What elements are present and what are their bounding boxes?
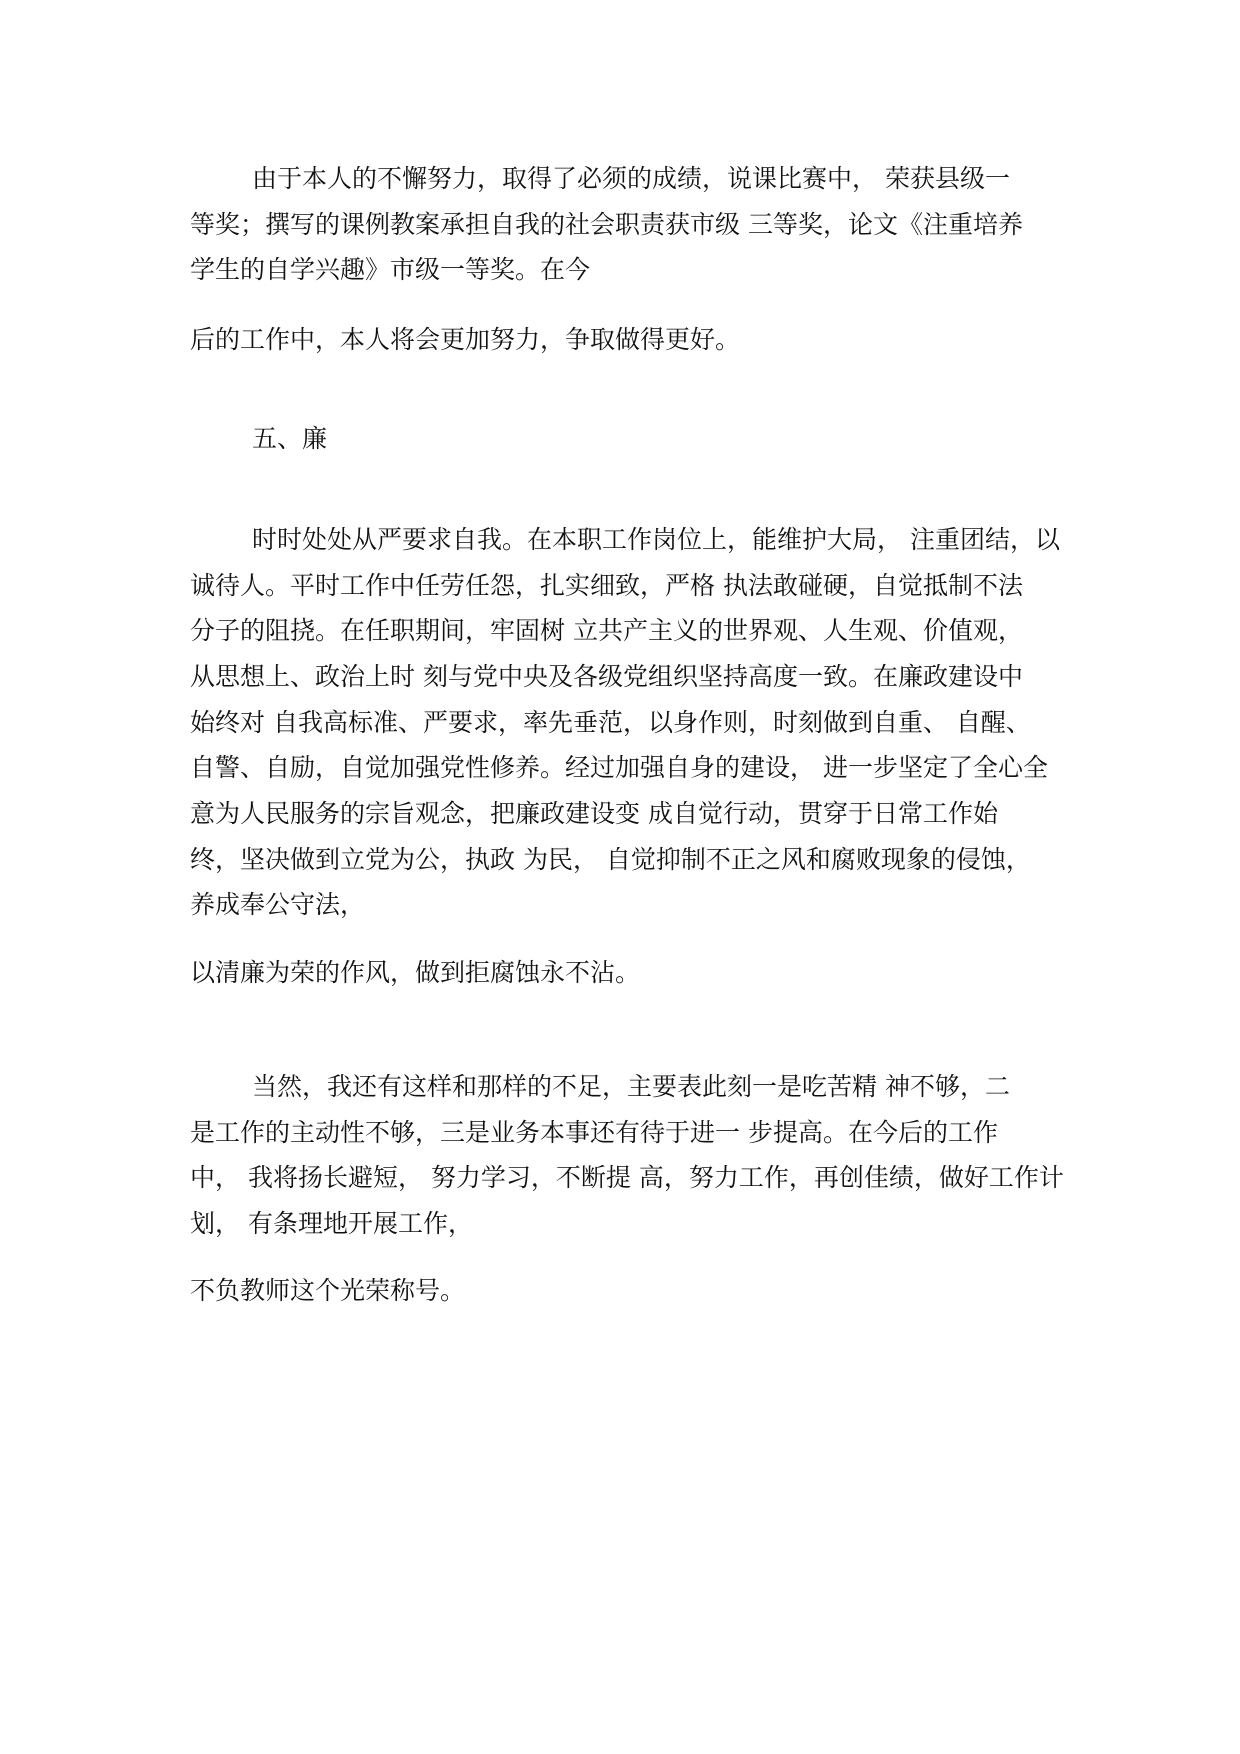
shortcomings-line-1: 当然，我还有这样和那样的不足，主要表此刻一是吃苦精 神不够，二 [252,1072,1010,1101]
achievements-line-3: 学生的自学兴趣》市级一等奖。在今 [190,255,591,284]
shortcomings-line-3: 中， 我将扬长避短， 努力学习，不断提 高，努力工作，再创佳绩，做好工作计 [190,1163,1064,1192]
integrity-cont-line-1: 以清廉为荣的作风，做到拒腐蚀永不沾。 [190,958,641,987]
shortcomings-cont-line-1: 不负教师这个光荣称号。 [190,1276,466,1305]
integrity-line-3: 分子的阻挠。在任职期间，牢固树 立共产主义的世界观、人生观、价值观， [190,616,1023,645]
integrity-line-1: 时时处处从严要求自我。在本职工作岗位上，能维护大局， 注重团结，以 [252,525,1060,554]
shortcomings-line-4: 划， 有条理地开展工作， [190,1209,473,1238]
achievements-cont-line-1: 后的工作中，本人将会更加努力，争取做得更好。 [190,325,741,354]
integrity-line-2: 诚待人。平时工作中任劳任怨，扎实细致，严格 执法敢碰硬，自觉抵制不法 [190,571,1023,600]
integrity-line-6: 自警、自励，自觉加强党性修养。经过加强自身的建设， 进一步坚定了全心全 [190,753,1048,782]
shortcomings-line-2: 是工作的主动性不够，三是业务本事还有待于进一 步提高。在今后的工作 [190,1118,998,1147]
achievements-line-2: 等奖；撰写的课例教案承担自我的社会职责获市级 三等奖，论文《注重培养 [190,210,1023,239]
integrity-line-8: 终，坚决做到立党为公，执政 为民， 自觉抑制不正之风和腐败现象的侵蚀， [190,845,1031,874]
integrity-line-9: 养成奉公守法， [190,890,366,919]
achievements-line-1: 由于本人的不懈努力，取得了必须的成绩，说课比赛中， 荣获县级一 [252,164,1010,193]
section-heading: 五、廉 [252,424,328,453]
integrity-line-7: 意为人民服务的宗旨观念，把廉政建设变 成自觉行动，贯穿于日常工作始 [190,799,998,828]
integrity-line-4: 从思想上、政治上时 刻与党中央及各级党组织坚持高度一致。在廉政建设中 [190,662,1023,691]
integrity-line-5: 始终对 自我高标准、严要求，率先垂范，以身作则，时刻做到自重、 自醒、 [190,708,1031,737]
